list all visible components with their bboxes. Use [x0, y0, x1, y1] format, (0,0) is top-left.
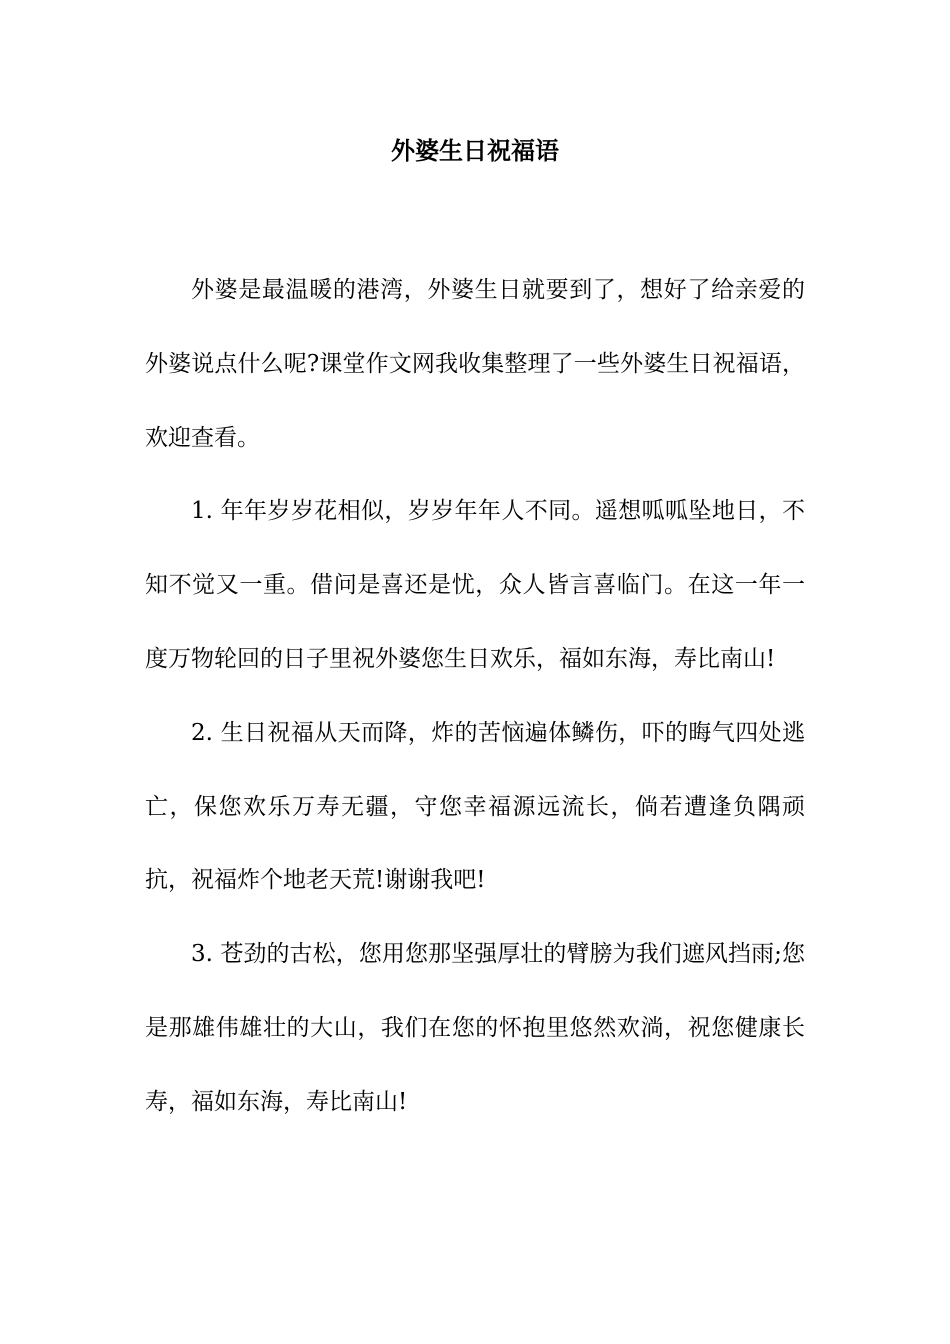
document-body — [145, 254, 805, 1140]
wish-paragraph-3: 3. 苍劲的古松，您用您那坚强厚壮的臂膀为我们遮风挡雨;您是那雄伟雄壮的大山，我们在您的怀抱里悠然欢淌，祝您健康长寿，福如东海，寿比南山! — [145, 941, 805, 1115]
page-title: 外婆生日祝福语 — [391, 136, 559, 165]
wish-paragraph-1: 1. 年年岁岁花相似，岁岁年年人不同。遥想呱呱坠地日，不知不觉又一重。借问是喜还是忧，众人皆言喜临门。在这一年一度万物轮回的日子里祝外婆您生日欢乐，福如东海，寿比南山! — [145, 498, 805, 672]
wish-paragraph-2: 2. 生日祝福从天而降，炸的苦恼遍体鳞伤，吓的晦气四处逃亡，保您欢乐万寿无疆，守您幸福源远流长，倘若遭逢负隅顽抗，祝福炸个地老天荒!谢谢我吧! — [145, 719, 805, 894]
intro-paragraph: 外婆是最温暖的港湾，外婆生日就要到了，想好了给亲爱的外婆说点什么呢?课堂作文网我收集整理了一些外婆生日祝福语，欢迎查看。 — [145, 277, 805, 451]
